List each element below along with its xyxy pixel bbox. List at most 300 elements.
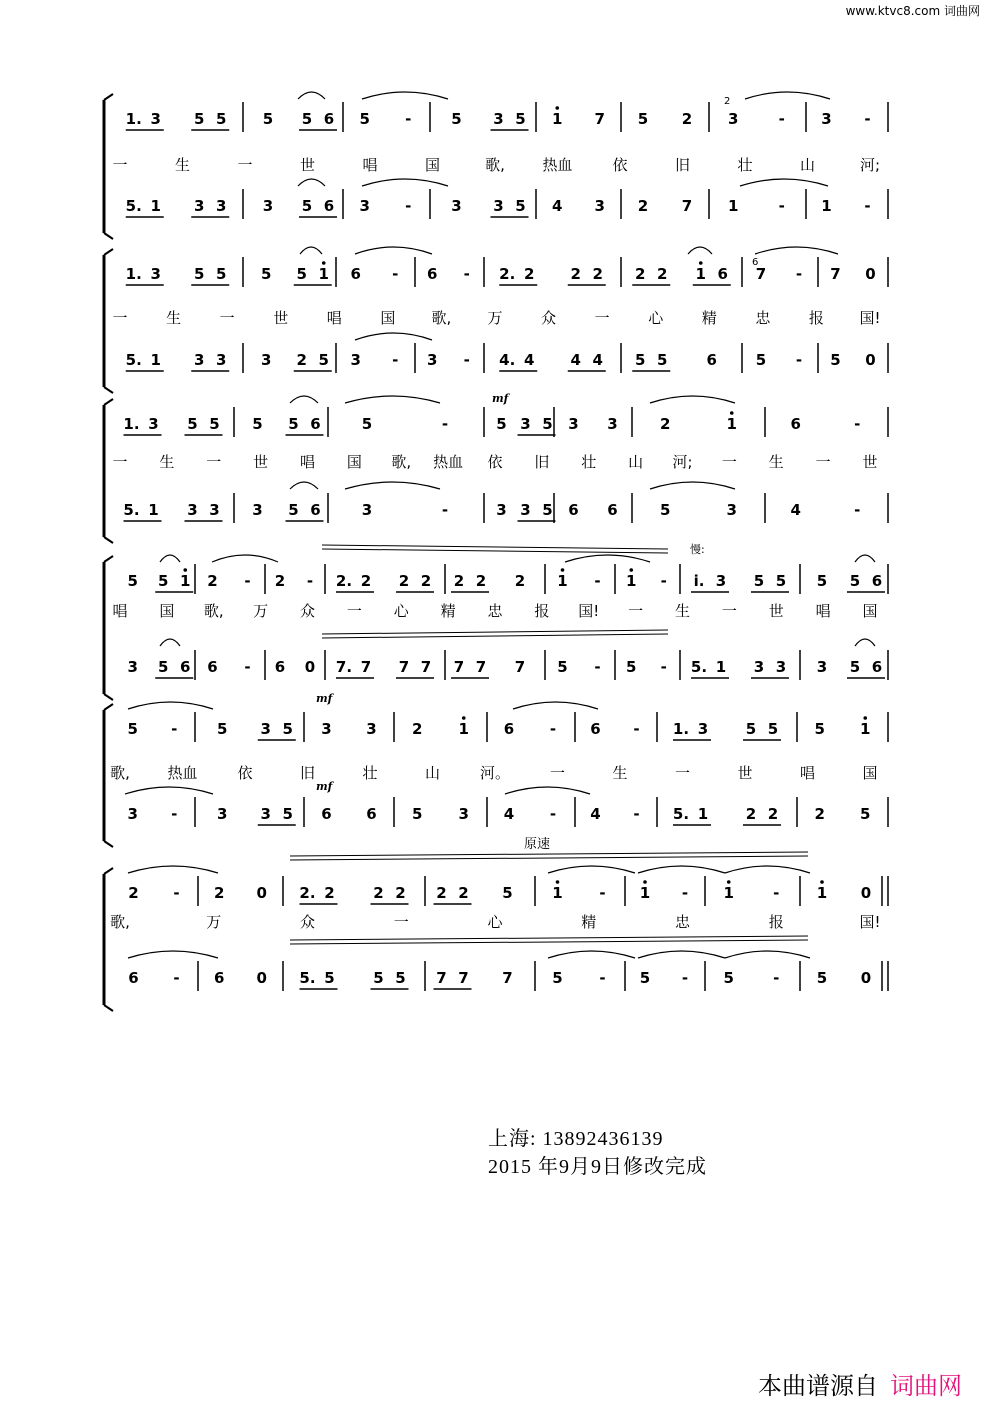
- upper-note: 2: [395, 884, 406, 902]
- high-dot: [556, 880, 560, 884]
- upper-note: 5: [745, 720, 757, 738]
- upper-note: -: [171, 720, 178, 738]
- upper-note: 2: [635, 265, 646, 283]
- lower-note: 3: [252, 501, 263, 519]
- lower-note: -: [171, 805, 178, 823]
- high-dot: [183, 568, 187, 572]
- lower-note: 2: [814, 805, 825, 823]
- slur-arc: [290, 396, 318, 403]
- slur-arc: [298, 92, 325, 99]
- slur-arc: [745, 92, 830, 99]
- lower-note: 1: [697, 805, 709, 823]
- lyric-text: 报: [768, 913, 784, 931]
- upper-note: 5: [753, 572, 765, 590]
- lower-note: 3: [496, 501, 507, 519]
- upper-note: 5: [282, 720, 293, 738]
- lower-note: 4: [524, 351, 535, 369]
- lower-note: 3: [451, 197, 462, 215]
- lower-note: 3: [816, 658, 828, 676]
- bracket-hook: [104, 556, 113, 562]
- lyric-text: 唱: [362, 156, 378, 174]
- lyric-text: 众: [299, 602, 316, 620]
- upper-note: 1: [639, 884, 651, 902]
- lower-note: 2: [745, 805, 757, 823]
- lower-note: 3: [594, 197, 605, 215]
- high-dot: [730, 411, 734, 415]
- upper-note: 5: [767, 720, 779, 738]
- lower-note: 6: [607, 501, 618, 519]
- lower-note: 4: [552, 197, 563, 215]
- lyric-text: 河。: [479, 764, 511, 782]
- lower-note: 6: [274, 658, 286, 676]
- lyric-text: 壮: [737, 156, 753, 174]
- upper-note: -: [795, 265, 803, 283]
- lower-note: 3: [359, 197, 370, 215]
- upper-note: 2: [681, 110, 693, 128]
- lower-note: 1: [150, 351, 161, 369]
- lyric-text: 国!: [578, 602, 600, 620]
- slur-arc: [505, 787, 590, 794]
- high-dot: [643, 880, 647, 884]
- slur-arc: [125, 787, 213, 794]
- lower-note: 3: [753, 658, 765, 676]
- lower-note: 7: [436, 969, 447, 987]
- lyric-text: 热血: [433, 453, 464, 471]
- upper-note: 2: [657, 265, 668, 283]
- upper-note: -: [854, 415, 861, 433]
- high-dot: [863, 716, 867, 720]
- lower-note: -: [463, 351, 470, 369]
- upper-note: 5: [515, 110, 526, 128]
- tempo-slow-mark: 慢:: [690, 543, 705, 556]
- lower-note: -: [660, 658, 667, 676]
- lyric-text: 歌,: [431, 309, 452, 327]
- upper-note: -: [681, 884, 689, 902]
- high-dot: [561, 568, 565, 572]
- upper-note: 1: [626, 572, 637, 590]
- upper-note: 2.: [335, 572, 353, 590]
- upper-note: 2: [592, 265, 603, 283]
- lyric-text: 精: [701, 309, 717, 327]
- upper-note: 5: [158, 572, 169, 590]
- upper-note: 1: [816, 884, 828, 902]
- grace-note-mark: 6: [752, 257, 759, 268]
- upper-note: 1: [458, 720, 469, 738]
- lyric-text: 万: [253, 602, 269, 620]
- upper-note: 5: [194, 265, 205, 283]
- slur-arc: [355, 333, 432, 340]
- lower-note: 4.: [499, 351, 516, 369]
- lower-note: 6: [207, 658, 218, 676]
- guide-line: [322, 545, 668, 549]
- upper-note: 5: [296, 265, 307, 283]
- lower-note: -: [633, 805, 640, 823]
- lower-note: -: [773, 969, 780, 987]
- lyric-text: 山: [424, 764, 441, 782]
- high-dot: [555, 106, 559, 110]
- lyric-text: 一: [393, 913, 409, 931]
- lower-note: 5: [318, 351, 329, 369]
- lyric-text: 万: [487, 309, 503, 327]
- lyric-text: 唱: [815, 602, 831, 620]
- upper-note: 2: [453, 572, 465, 590]
- lyric-text: 众: [299, 913, 316, 931]
- lower-note: 0: [304, 658, 316, 676]
- slur-arc: [160, 555, 180, 562]
- slur-arc: [740, 179, 828, 186]
- guide-line: [322, 630, 668, 634]
- lyric-text: 一: [219, 309, 235, 327]
- guide-line: [322, 634, 668, 638]
- lower-note: 6: [128, 969, 139, 987]
- upper-note: 3: [260, 720, 271, 738]
- lower-note: -: [795, 351, 803, 369]
- upper-note: 1: [552, 110, 563, 128]
- high-dot: [629, 568, 633, 572]
- upper-note: -: [549, 720, 557, 738]
- slur-arc: [638, 951, 725, 958]
- lyric-text: 生: [768, 453, 784, 471]
- upper-note: -: [441, 415, 449, 433]
- lyric-text: 一: [721, 453, 737, 471]
- lower-note: 6: [366, 805, 377, 823]
- upper-note: 5: [187, 415, 198, 433]
- slur-arc: [565, 555, 650, 562]
- lyric-text: 山: [628, 453, 644, 471]
- lower-note: -: [599, 969, 606, 987]
- lower-note: 7: [420, 658, 432, 676]
- grace-note-mark: 2: [724, 96, 731, 107]
- lower-note: 0: [860, 969, 872, 987]
- lower-note: 5: [288, 501, 299, 519]
- upper-note: 5: [542, 415, 553, 433]
- upper-note: -: [463, 265, 470, 283]
- lyric-text: 国: [862, 764, 878, 782]
- upper-note: 3: [148, 415, 159, 433]
- source-credit: [758, 1366, 962, 1401]
- lyric-text: 旧: [534, 453, 550, 471]
- upper-note: 5: [301, 110, 313, 128]
- upper-note: 2: [420, 572, 432, 590]
- bracket-hook: [104, 399, 113, 405]
- slur-arc: [345, 482, 440, 489]
- lower-note: 5: [830, 351, 841, 369]
- slur-arc: [548, 866, 635, 873]
- upper-note: 3: [607, 415, 618, 433]
- lower-note: -: [854, 501, 861, 519]
- site-url: www.ktvc8.com: [845, 4, 941, 18]
- upper-note: 6: [871, 572, 883, 590]
- upper-note: 7: [830, 265, 841, 283]
- lyric-text: 河;: [672, 453, 693, 471]
- upper-note: 1.: [125, 110, 142, 128]
- upper-note: 3: [493, 110, 504, 128]
- bracket-hook: [104, 694, 113, 700]
- lower-note: 5: [723, 969, 734, 987]
- high-dot: [462, 716, 466, 720]
- lyric-text: 壮: [581, 453, 597, 471]
- slur-arc: [128, 951, 218, 958]
- lower-note: 1: [728, 197, 739, 215]
- lower-note: 7: [458, 969, 469, 987]
- bracket-hook: [104, 868, 113, 874]
- lower-note: 4: [570, 351, 581, 369]
- bracket-hook: [104, 249, 113, 255]
- upper-note: 1: [552, 884, 563, 902]
- upper-note: -: [864, 110, 871, 128]
- upper-note: -: [594, 572, 601, 590]
- upper-note: 2: [398, 572, 410, 590]
- upper-note: 5: [217, 720, 228, 738]
- lyric-text: 忠: [487, 602, 503, 620]
- lyric-text: 依: [612, 156, 628, 174]
- upper-note: 3: [150, 110, 161, 128]
- slur-arc: [290, 482, 318, 489]
- lower-note: 3: [261, 351, 272, 369]
- lyric-text: 世: [273, 309, 289, 327]
- lyric-text: 唱: [799, 764, 816, 782]
- lyric-text: 一: [237, 156, 253, 174]
- lower-note: 6: [214, 969, 225, 987]
- lower-note: 7: [514, 658, 526, 676]
- upper-note: 6: [790, 415, 801, 433]
- lower-note: 6: [321, 805, 332, 823]
- upper-note: 2: [475, 572, 487, 590]
- lower-note: 5.: [123, 501, 140, 519]
- lower-note: 5: [660, 501, 671, 519]
- lower-note: 7: [453, 658, 465, 676]
- upper-note: 3: [321, 720, 332, 738]
- lower-note: 3: [209, 501, 220, 519]
- upper-note: 2: [324, 884, 335, 902]
- lower-note: 5.: [672, 805, 690, 823]
- lower-note: 5: [626, 658, 637, 676]
- lyric-text: 国: [380, 309, 396, 327]
- upper-note: 6: [503, 720, 515, 738]
- lower-note: 5: [635, 351, 646, 369]
- lower-note: 3: [127, 658, 138, 676]
- lyric-text: 生: [612, 764, 628, 782]
- lyric-text: 生: [159, 453, 175, 471]
- lyric-text: 一: [206, 453, 222, 471]
- lower-note: -: [864, 197, 871, 215]
- lower-note: 3: [262, 197, 274, 215]
- lower-note: 5: [515, 197, 526, 215]
- lower-note: -: [778, 197, 785, 215]
- lyric-text: 河;: [859, 156, 881, 174]
- guide-line: [290, 852, 808, 856]
- lower-note: 5: [552, 969, 563, 987]
- upper-note: -: [660, 572, 667, 590]
- lyric-text: 精: [440, 602, 456, 620]
- lower-note: 4: [590, 805, 601, 823]
- slur-arc: [362, 179, 448, 186]
- lyric-text: 世: [737, 764, 753, 782]
- upper-note: 5: [262, 110, 274, 128]
- upper-note: 3: [728, 110, 739, 128]
- lower-note: 4: [790, 501, 801, 519]
- lower-note: 7: [475, 658, 487, 676]
- lyric-text: 一: [346, 602, 362, 620]
- lyric-text: 一: [112, 309, 128, 327]
- lower-note: 3: [493, 197, 504, 215]
- lower-note: 6: [310, 501, 321, 519]
- lyric-text: 心: [393, 602, 409, 620]
- upper-note: 6: [323, 110, 335, 128]
- upper-note: 3: [568, 415, 579, 433]
- guide-line: [290, 940, 808, 944]
- lower-note: 3: [726, 501, 737, 519]
- upper-note: 2: [514, 572, 526, 590]
- high-dot: [699, 261, 703, 265]
- lyric-text: 心: [487, 913, 503, 931]
- source-brand: 词曲网: [890, 1372, 962, 1400]
- upper-note: 7: [755, 265, 767, 283]
- lower-note: 5: [412, 805, 423, 823]
- lower-note: 5.: [125, 197, 142, 215]
- lyric-text: 旧: [674, 156, 691, 174]
- upper-note: 6: [310, 415, 321, 433]
- lyric-text: 忠: [674, 913, 691, 931]
- lower-note: 2: [767, 805, 779, 823]
- upper-note: 2: [128, 884, 139, 902]
- bracket-hook: [104, 841, 113, 847]
- lower-note: 1: [150, 197, 161, 215]
- slur-arc: [300, 247, 322, 254]
- bracket-hook: [104, 704, 113, 710]
- lower-note: 1: [821, 197, 832, 215]
- lower-note: -: [681, 969, 689, 987]
- upper-note: 6: [717, 265, 728, 283]
- upper-note: -: [306, 572, 314, 590]
- lower-note: 5.: [299, 969, 316, 987]
- lower-note: 5: [860, 805, 871, 823]
- slur-arc: [650, 396, 735, 403]
- lower-note: -: [244, 658, 251, 676]
- lower-note: -: [405, 197, 412, 215]
- lower-note: 3: [775, 658, 787, 676]
- upper-note: 3: [366, 720, 377, 738]
- lower-note: -: [594, 658, 601, 676]
- upper-note: -: [173, 884, 180, 902]
- footer-contact: 上海: 13892436139: [488, 1128, 664, 1150]
- lyric-text: 一: [815, 453, 831, 471]
- lyric-text: 歌,: [485, 156, 505, 174]
- lyric-text: 国!: [859, 913, 881, 931]
- upper-note: 2: [360, 572, 372, 590]
- upper-note: 0: [865, 265, 876, 283]
- lyric-text: 一: [594, 309, 610, 327]
- upper-note: 5: [252, 415, 263, 433]
- dynamic-mark: mf: [316, 780, 333, 793]
- slur-arc: [755, 247, 838, 254]
- bracket-hook: [104, 537, 113, 543]
- upper-note: 1: [557, 572, 568, 590]
- slur-arc: [725, 951, 810, 958]
- lyric-text: 心: [648, 309, 664, 327]
- upper-note: 2: [570, 265, 581, 283]
- lower-note: -: [441, 501, 449, 519]
- upper-note: 1: [180, 572, 191, 590]
- lyric-text: 一: [549, 764, 566, 782]
- lyric-text: 世: [768, 602, 784, 620]
- slur-arc: [128, 702, 213, 709]
- lower-note: 3: [216, 351, 227, 369]
- site-name: 词曲网: [943, 4, 980, 18]
- guide-line: [290, 936, 808, 940]
- lower-note: 2: [637, 197, 649, 215]
- lyric-text: 报: [808, 309, 824, 327]
- upper-note: 3: [520, 415, 531, 433]
- lyric-text: 旧: [299, 764, 316, 782]
- lyric-text: 众: [541, 309, 557, 327]
- lower-note: 5: [301, 197, 313, 215]
- lower-note: -: [173, 969, 180, 987]
- lyric-text: 壮: [362, 764, 378, 782]
- lyric-text: 热血: [542, 156, 573, 174]
- bracket-hook: [104, 387, 113, 393]
- lower-note: -: [392, 351, 399, 369]
- upper-note: 2: [214, 884, 225, 902]
- lower-note: 5: [755, 351, 767, 369]
- lower-note: 5: [542, 501, 553, 519]
- lower-note: 0: [256, 969, 267, 987]
- lower-note: 5: [816, 969, 828, 987]
- upper-note: 5: [496, 415, 507, 433]
- lower-note: 5: [557, 658, 568, 676]
- upper-note: -: [405, 110, 412, 128]
- lower-note: 3: [127, 805, 138, 823]
- lower-note: 5: [657, 351, 668, 369]
- lower-note: 5: [324, 969, 335, 987]
- lyric-text: 国: [424, 156, 441, 174]
- lower-note: 7.: [335, 658, 353, 676]
- lyric-text: 歌,: [110, 913, 130, 931]
- slur-arc: [128, 866, 218, 873]
- lyric-text: 一: [112, 453, 128, 471]
- upper-note: -: [392, 265, 399, 283]
- lyric-text: 歌,: [110, 764, 130, 782]
- lyric-text: 歌,: [203, 602, 224, 620]
- slur-arc: [638, 866, 725, 873]
- lyric-text: 世: [253, 453, 269, 471]
- guide-line: [290, 856, 808, 860]
- upper-note: 5: [261, 265, 272, 283]
- upper-note: 3: [697, 720, 709, 738]
- upper-note: 1.: [123, 415, 140, 433]
- slur-arc: [855, 639, 875, 646]
- lower-note: 3: [187, 501, 198, 519]
- lower-note: 6: [180, 658, 191, 676]
- lower-note: 1: [148, 501, 159, 519]
- upper-note: 6: [350, 265, 361, 283]
- upper-note: 5: [814, 720, 825, 738]
- upper-note: i.: [693, 572, 705, 590]
- upper-note: 2: [660, 415, 671, 433]
- upper-note: 5: [216, 265, 227, 283]
- lyric-text: 国: [862, 602, 878, 620]
- lower-note: 2: [296, 351, 307, 369]
- upper-note: 3: [821, 110, 832, 128]
- upper-note: 2: [207, 572, 218, 590]
- lower-note: -: [549, 805, 557, 823]
- lyric-text: 生: [674, 602, 691, 620]
- slur-arc: [362, 92, 448, 99]
- upper-note: 5: [127, 572, 138, 590]
- lyric-text: 依: [237, 764, 253, 782]
- lyric-text: 国: [159, 602, 175, 620]
- dynamic-mark: mf: [316, 692, 333, 705]
